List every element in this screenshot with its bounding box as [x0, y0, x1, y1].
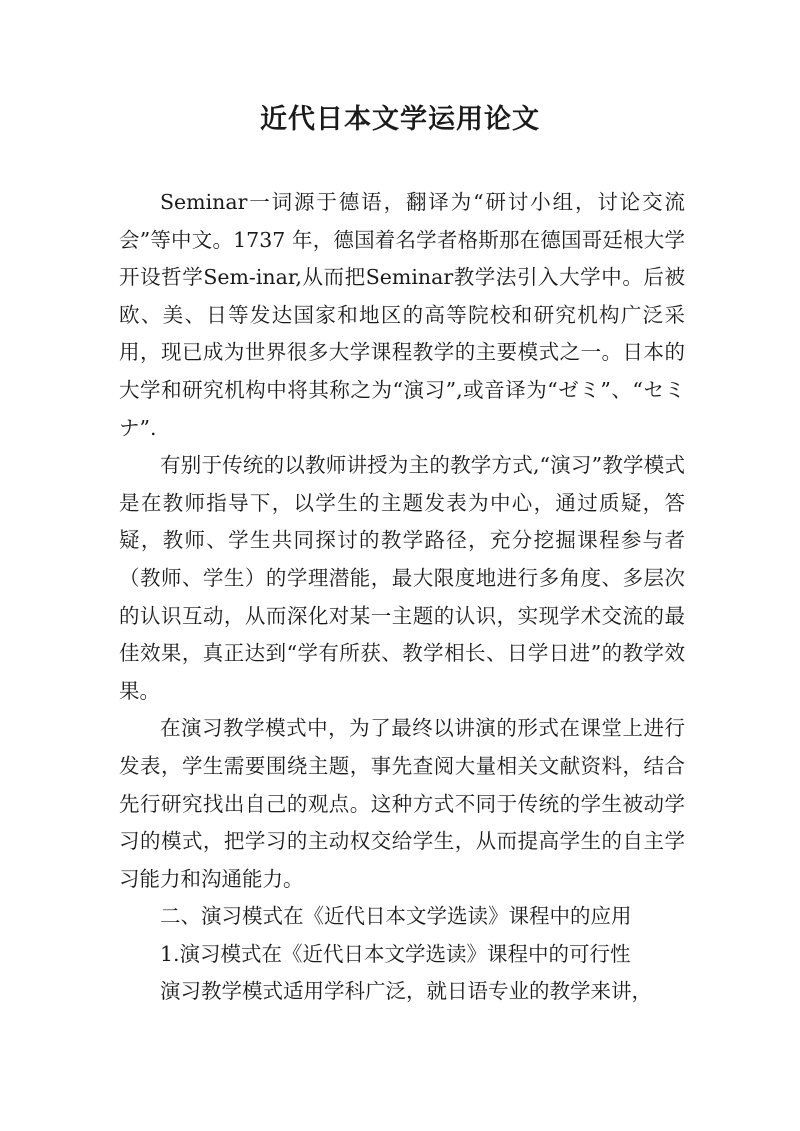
paragraph-teaching-method: 有别于传统的以教师讲授为主的教学方式,“演习”教学模式是在教师指导下，以学生的主题发表为中心，通过质疑，答疑，教师、学生共同探讨的教学路径，充分挖掘课程参与者（教师、学生）的学理潜能，最大限度地进行多角度、多层次的认识互动，从而深化对某一主题的认识，实现学术交流的最佳效果，真正达到“学有所获、教学相长、日学日进”的教学效果。 — [119, 453, 685, 703]
document-title: 近代日本文学运用论文 — [260, 104, 540, 135]
paragraph-applicability: 演习教学模式适用学科广泛，就日语专业的教学来讲， — [160, 979, 652, 1004]
paragraph-learning-mode: 在演习教学模式中，为了最终以讲演的形式在课堂上进行发表，学生需要围绕主题，事先查阅大量相关文献资料，结合先行研究找出自己的观点。这种方式不同于传统的学生被动学习的模式，把学习的主动权交给学生，从而提高学生的自主学习能力和沟通能力。 — [119, 716, 685, 891]
document-body — [119, 184, 685, 1011]
section-heading: 二、演习模式在《近代日本文学选读》课程中的应用 — [160, 904, 632, 929]
paragraph-seminar-origin: Seminar一词源于德语，翻译为“研讨小组，讨论交流会”等中文。1737 年，德国着名学者格斯那在德国哥廷根大学开设哲学Sem-inar,从而把Seminar教学法引入大学中。后被欧、美、日等发达国家和地区的高等院校和研究机构广泛采用，现已成为世界很多大学课程教学的主要模式之一。日本的大学和研究机构中将其称之为“演习”,或音译为“ゼミ”、“セミナ”. — [119, 190, 685, 440]
subsection-heading: 1.演习模式在《近代日本文学选读》课程中的可行性 — [160, 941, 631, 966]
